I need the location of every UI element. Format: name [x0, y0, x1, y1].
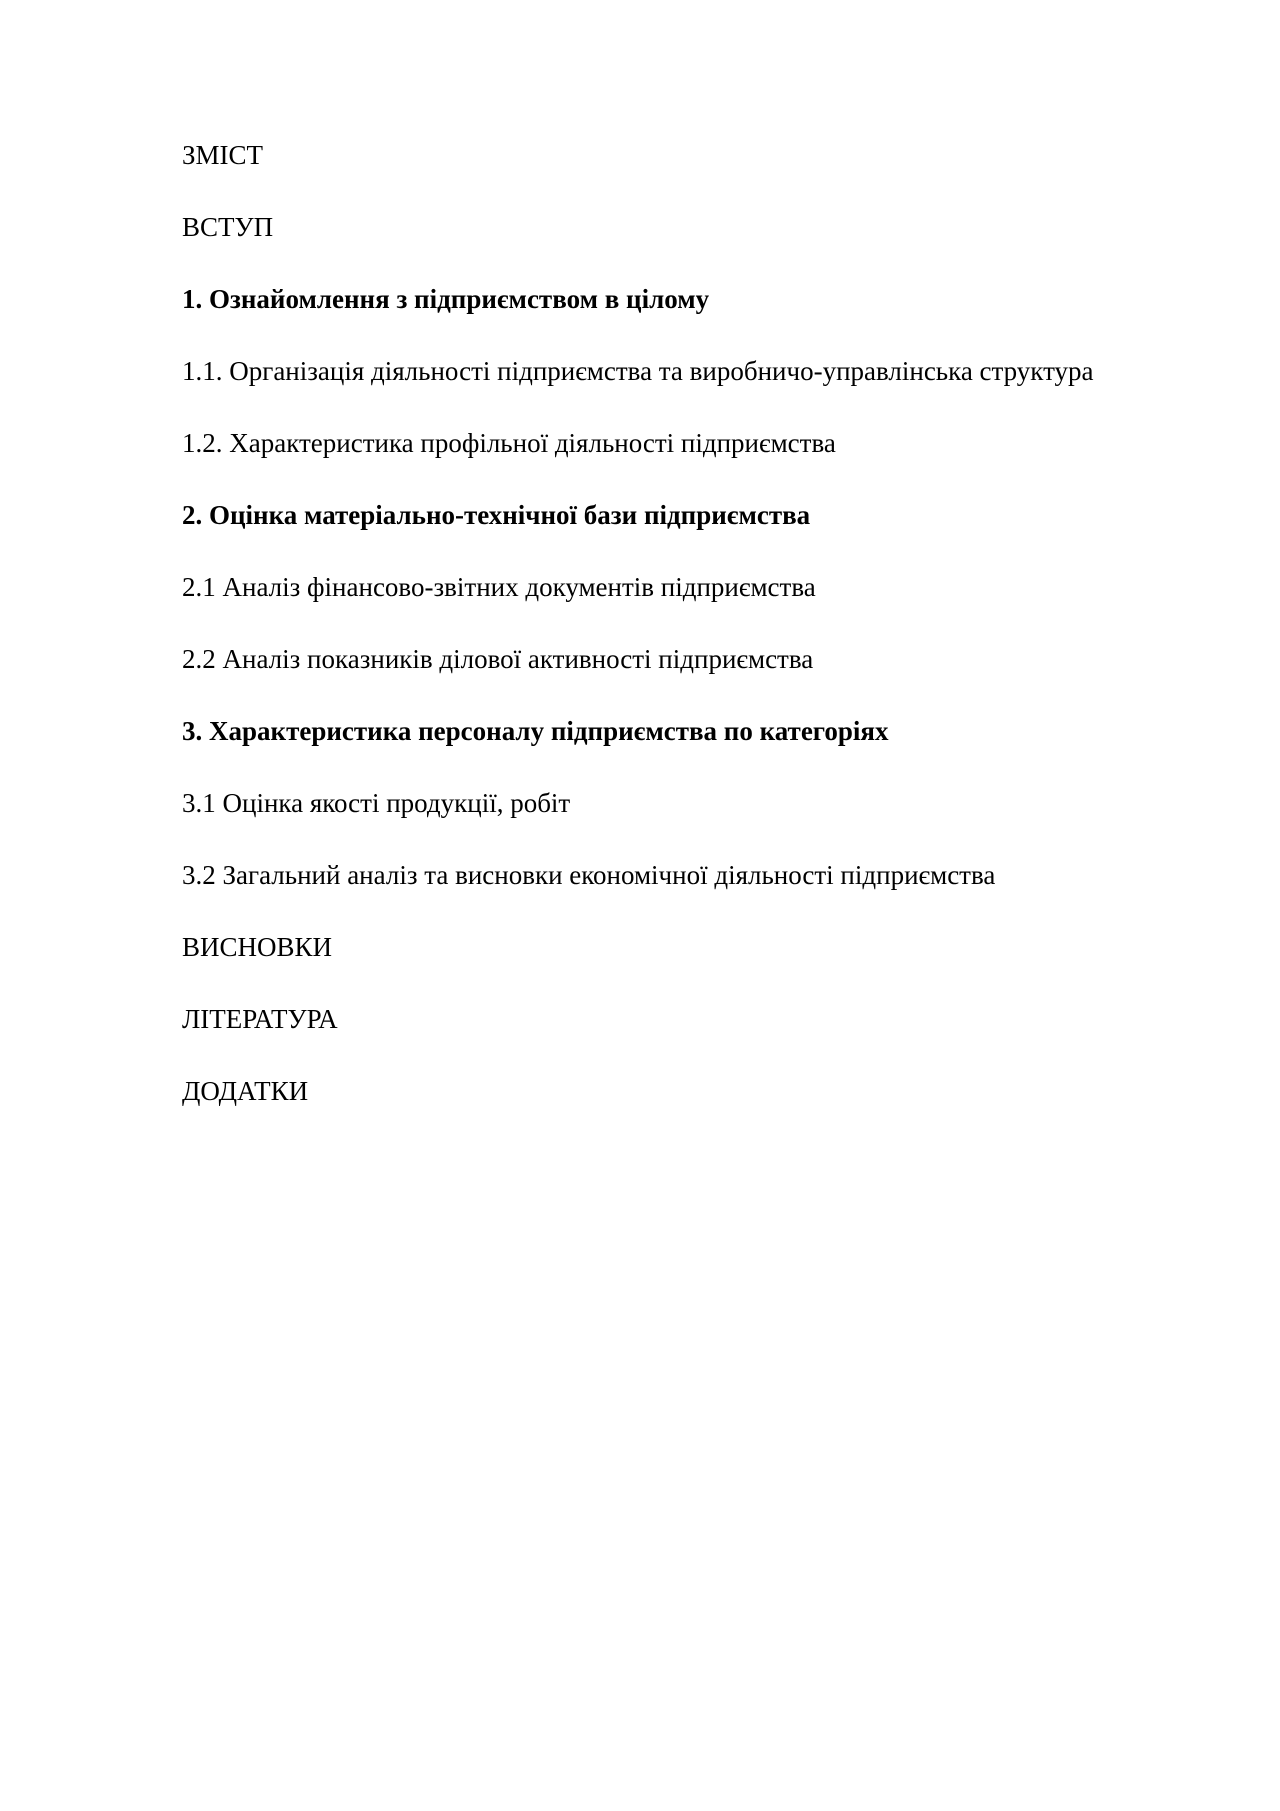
toc-item-1-2: 1.2. Характеристика профільної діяльності підприємства — [182, 428, 836, 458]
toc-item-2-1: 2.1 Аналіз фінансово-звітних документів підприємства — [182, 572, 816, 602]
toc-item-appendices: ДОДАТКИ — [182, 1076, 309, 1106]
toc-section-1: 1. Ознайомлення з підприємством в цілому — [182, 284, 710, 314]
toc-heading: ЗМІСТ — [182, 140, 264, 170]
toc-item-introduction: ВСТУП — [182, 212, 274, 242]
toc-item-literature: ЛІТЕРАТУРА — [182, 1004, 338, 1034]
toc-section-3: 3. Характеристика персоналу підприємства по категоріях — [182, 716, 889, 746]
toc-item-2-2: 2.2 Аналіз показників ділової активності підприємства — [182, 644, 814, 674]
toc-item-3-2: 3.2 Загальний аналіз та висновки економічної діяльності підприємства — [182, 860, 996, 890]
toc-item-conclusions: ВИСНОВКИ — [182, 932, 333, 962]
table-of-contents — [182, 130, 1191, 1138]
toc-item-3-1: 3.1 Оцінка якості продукції, робіт — [182, 788, 571, 818]
toc-item-1-1: 1.1. Організація діяльності підприємства та виробничо-управлінська структура — [182, 356, 1094, 386]
toc-section-2: 2. Оцінка матеріально-технічної бази підприємства — [182, 500, 811, 530]
